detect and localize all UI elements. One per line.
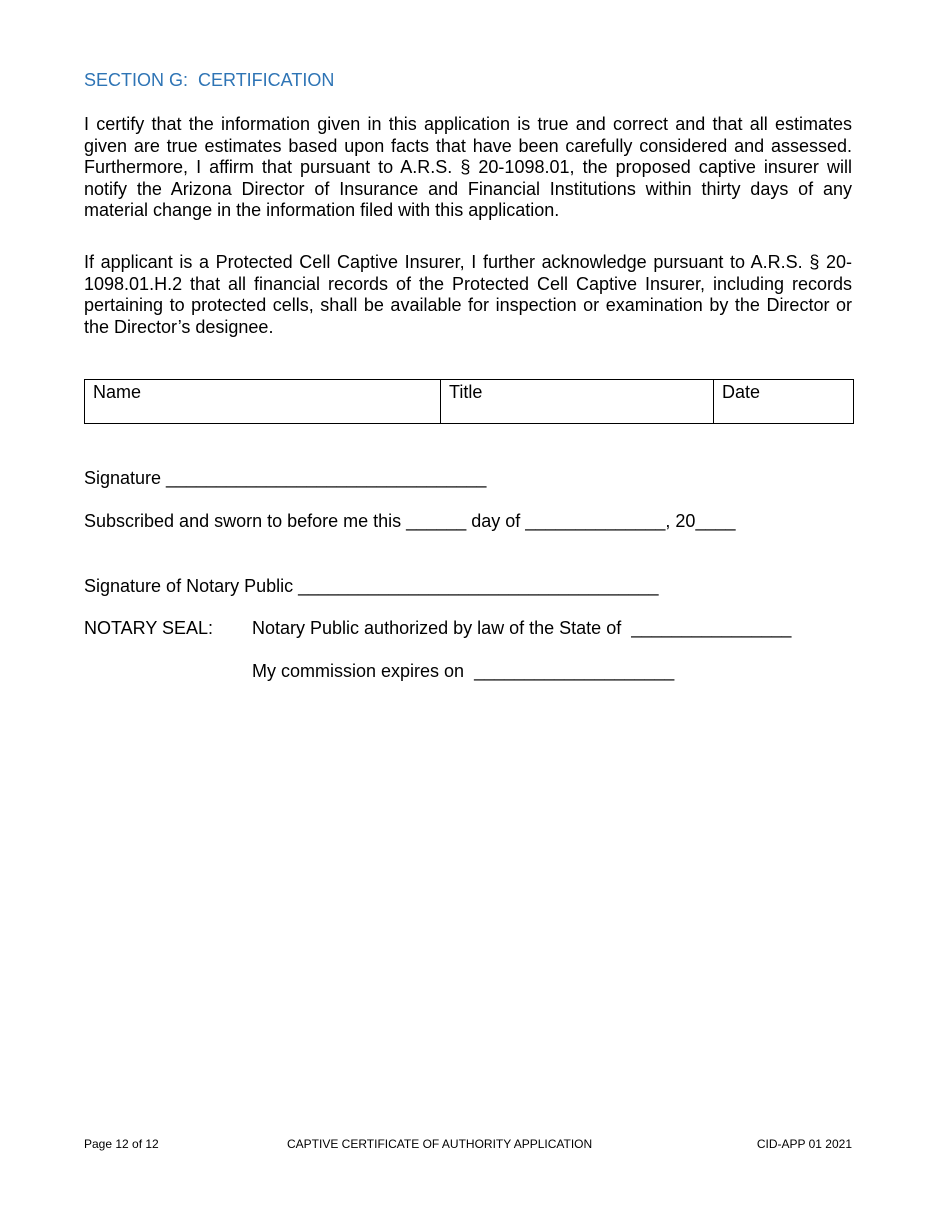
page-number: Page 12 of 12: [84, 1137, 159, 1151]
section-heading: SECTION G: CERTIFICATION: [84, 70, 335, 90]
form-id: CID-APP 01 2021: [756, 1137, 852, 1151]
signature-line[interactable]: Signature ________________________________: [84, 468, 487, 488]
signatory-row: [85, 380, 854, 424]
notary-seal-label: NOTARY SEAL:: [84, 618, 214, 638]
document-title: CAPTIVE CERTIFICATE OF AUTHORITY APPLICATION: [287, 1137, 593, 1151]
signatory-table: [84, 379, 854, 424]
date-field[interactable]: Date: [714, 380, 854, 424]
certification-paragraph: I certify that the information given in this application is true and correct and that all estimates given are true estimates based upon facts that have been carefully considered and assessed. Furthermore, I affirm that pursuant to A.R.S. § 20-1098.01, the proposed captive insurer will notify the Arizona Director of Insurance and Financial Institutions within thirty days of any material change in the information filed with this application.: [84, 114, 852, 220]
notary-signature-line[interactable]: Signature of Notary Public ____________________________________: [84, 576, 659, 596]
protected-cell-paragraph: If applicant is a Protected Cell Captive Insurer, I further acknowledge pursuant to A.R.S. § 20-1098.01.H.2 that all financial records of the Protected Cell Captive Insurer, including records pertaining to protected cells, shall be available for inspection or examination by the Director or the Director’s designee.: [84, 252, 852, 337]
notary-state-line[interactable]: Notary Public authorized by law of the State of ________________: [252, 618, 792, 638]
title-field[interactable]: Title: [441, 380, 714, 424]
sworn-line[interactable]: Subscribed and sworn to before me this ______ day of ______________, 20____: [84, 511, 736, 531]
commission-expiry-line[interactable]: My commission expires on ____________________: [252, 661, 675, 681]
name-field[interactable]: Name: [85, 380, 441, 424]
